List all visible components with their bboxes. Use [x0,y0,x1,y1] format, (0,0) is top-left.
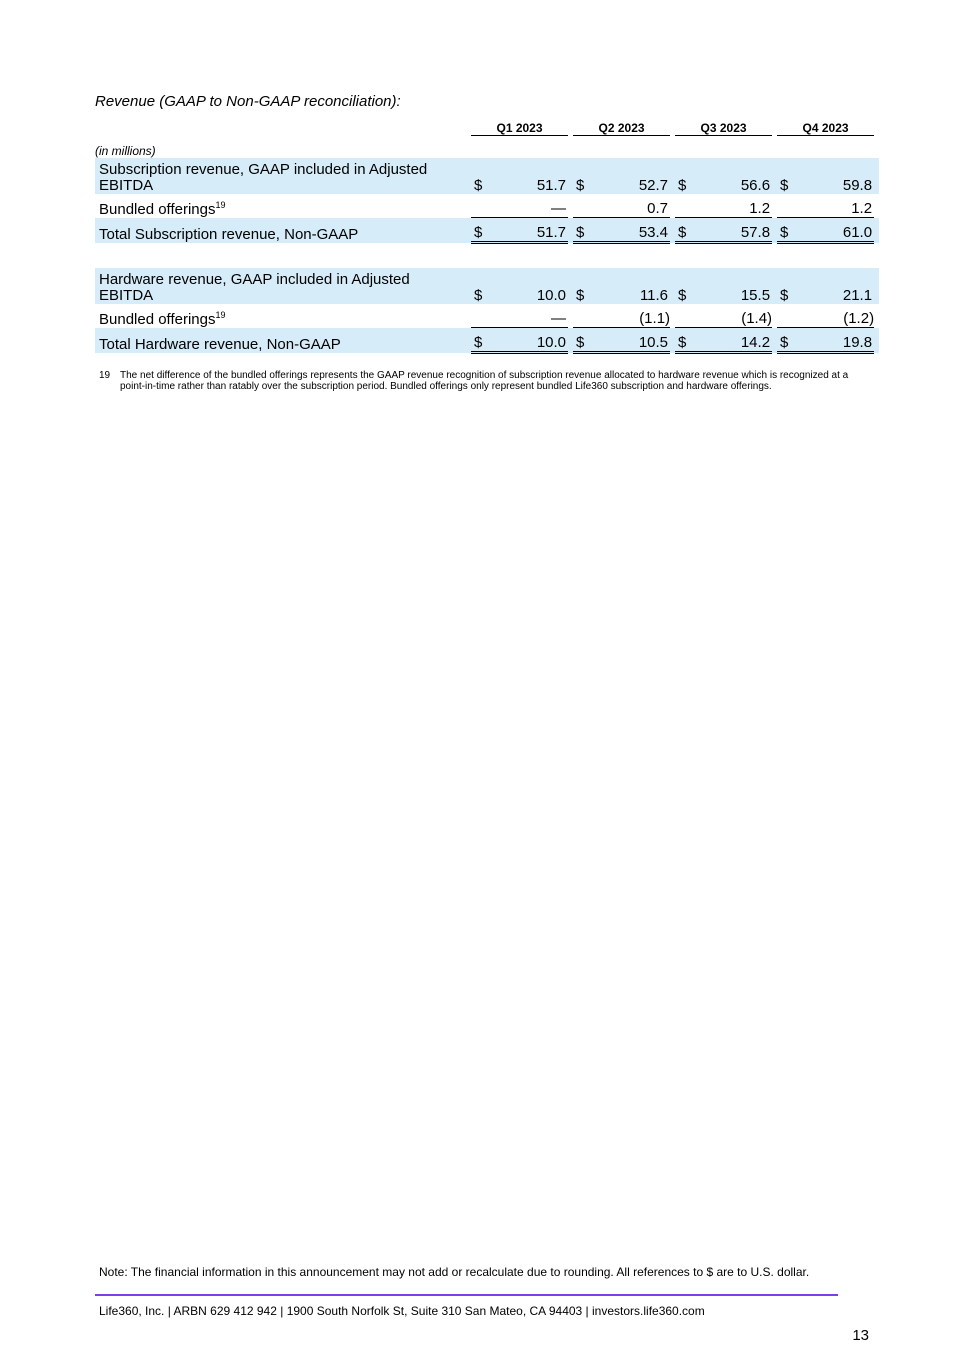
spacer-row [95,243,879,269]
table-row [95,218,879,243]
cell-value: 61.0 [797,218,874,243]
page-footer: Life360, Inc. | ARBN 629 412 942 | 1900 South Norfolk St, Suite 310 San Mateo, CA 94403 | investors.life360.com [99,1304,705,1318]
cell-value: 15.5 [695,268,772,304]
column-header-q3: Q3 2023 [675,116,772,136]
row-label: Total Hardware revenue, Non-GAAP [95,328,465,353]
units-label: (in millions) [95,144,156,158]
column-header-q4: Q4 2023 [777,116,874,136]
column-header-q1: Q1 2023 [471,116,568,136]
cell-value: (1.4) [695,304,772,328]
cell-value: 1.2 [695,194,772,218]
table-row [95,158,879,194]
cell-value: 14.2 [695,328,772,353]
cell-value: 1.2 [797,194,874,218]
cell-value: 57.8 [695,218,772,243]
currency-symbol: $ [573,158,593,194]
table-row [95,304,879,328]
cell-value: 59.8 [797,158,874,194]
column-header-row [95,116,879,136]
currency-symbol: $ [777,158,797,194]
row-label: Bundled offerings$^{19}$ [99,199,226,218]
currency-symbol: $ [573,218,593,243]
rounding-note: Note: The financial information in this announcement may not add or recalculate due to rounding. All references to $ are to U.S. dollar. [99,1265,810,1279]
currency-symbol: $ [573,268,593,304]
cell-value: 21.1 [797,268,874,304]
currency-symbol: $ [471,268,491,304]
currency-symbol: $ [573,328,593,353]
row-label: Subscription revenue, GAAP included in Adjusted EBITDA [95,158,465,194]
revenue-reconciliation-table [95,116,879,354]
row-label: Total Subscription revenue, Non-GAAP [95,218,465,243]
table-row [95,328,879,353]
currency-symbol: $ [777,268,797,304]
cell-value: 53.4 [593,218,670,243]
section-title: Revenue (GAAP to Non-GAAP reconciliation): [95,93,401,110]
footnote [99,370,859,392]
footnote-ref: 19 [215,309,226,320]
cell-value: 10.0 [491,268,568,304]
currency-symbol: $ [471,158,491,194]
currency-symbol: $ [675,328,695,353]
column-header-q2: Q2 2023 [573,116,670,136]
cell-value: — [491,304,568,328]
cell-value: 10.5 [593,328,670,353]
footer-rule [95,1294,838,1296]
currency-symbol: $ [675,218,695,243]
currency-symbol: $ [675,158,695,194]
cell-value: (1.1) [593,304,670,328]
cell-value: 19.8 [797,328,874,353]
cell-value: 11.6 [593,268,670,304]
cell-value: 0.7 [593,194,670,218]
cell-value: 56.6 [695,158,772,194]
row-label: Hardware revenue, GAAP included in Adjusted EBITDA [95,268,465,304]
currency-symbol: $ [471,218,491,243]
footnote-text: The net difference of the bundled offerings represents the GAAP revenue recognition of subscription revenue allocated to hardware revenue which is recognized at a point-in-time rather than ratably over the subscription period. Bundled offerings only represent bundled Life360 subscription and hardware offerings. [120,370,849,392]
footnote-ref: 19 [215,199,226,210]
cell-value: 51.7 [491,218,568,243]
units-row [95,136,879,159]
row-label: Bundled offerings$^{19}$ [99,309,226,328]
page-number: 13 [852,1327,869,1344]
currency-symbol: $ [675,268,695,304]
cell-value: 52.7 [593,158,670,194]
currency-symbol: $ [777,328,797,353]
cell-value: 10.0 [491,328,568,353]
currency-symbol: $ [777,218,797,243]
table-row [95,268,879,304]
cell-value: (1.2) [797,304,874,328]
cell-value: — [491,194,568,218]
cell-value: 51.7 [491,158,568,194]
table-row [95,194,879,218]
currency-symbol: $ [471,328,491,353]
footnote-number: 19 [99,370,111,381]
